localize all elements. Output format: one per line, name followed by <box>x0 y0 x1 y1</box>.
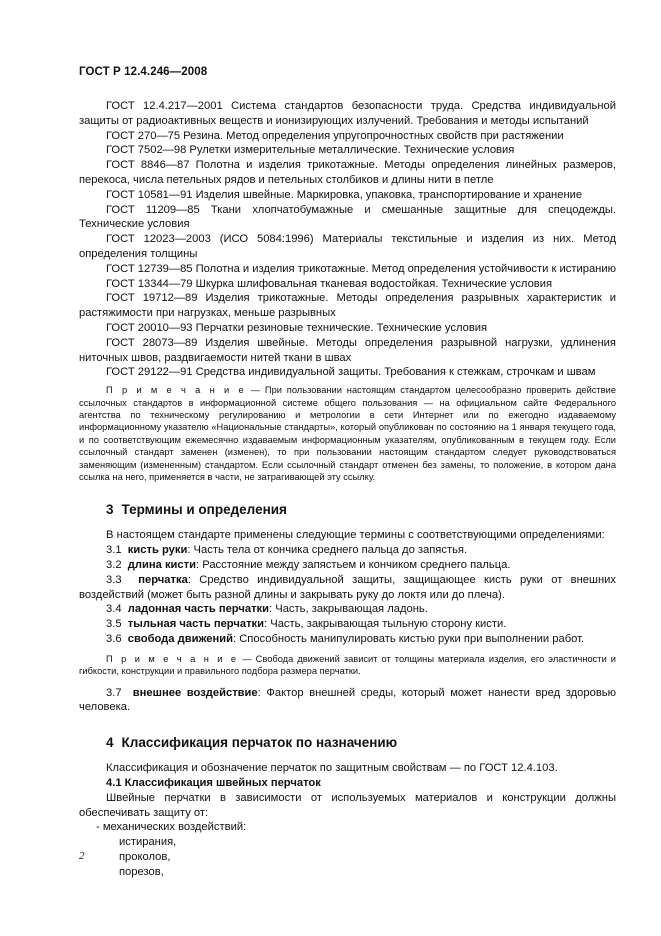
section-title: Классификация перчаток по назначению <box>121 735 398 751</box>
term-item <box>79 543 616 558</box>
reference-item: ГОСТ 20010—93 Перчатки резиновые технические. Технические условия <box>106 321 488 334</box>
section-title: Термины и определения <box>121 502 287 518</box>
reference-item: ГОСТ 10581—91 Изделия швейные. Маркировка, упаковка, транспортирование и хранение <box>106 188 583 201</box>
term-name: кисть руки <box>127 544 188 557</box>
section-number: 3 <box>106 502 114 518</box>
section-number: 4 <box>106 735 114 751</box>
term-item <box>79 617 616 632</box>
bullet-item: - механических воздействий: <box>96 821 247 834</box>
term-number: 3.6 <box>106 632 122 645</box>
reference-item: ГОСТ 8846—87 Полотна и изделия трикотажные. Методы определения линейных размеров, перекоса, числа петельных рядов и петельных столбиков и длины нити в петле <box>79 159 616 186</box>
term-definition: : Часть тела от кончика среднего пальца до запястья. <box>187 544 468 557</box>
note-text: — При пользовании настоящим стандартом целесообразно проверить действие ссылочных стандартов в информационной системе общего пользования — на официальном сайте Федерального агентства по техническому регулированию и метрологии в сети Интернет или по ежегодно издаваемому информационному указателю «Национальные стандарты», который опубликован по состоянию на 1 января текущего года, и по соответствующим ежемесячно издаваемым информационным указателям, опубликованным в текущем году. Если ссылочный стандарт заменен (изменен), то при пользовании настоящим стандартом следует руководствоваться заменяющим (измененным) стандартом. Если ссылочный стандарт отменен без замены, то положение, в котором дана ссылка на него, применяется в части, не затрагивающей эту ссылку. <box>79 385 616 482</box>
section-4-heading <box>106 735 616 750</box>
document-header: ГОСТ Р 12.4.246—2008 <box>79 66 208 78</box>
normative-references-list <box>79 99 616 380</box>
page-content <box>79 99 616 880</box>
term-definition: : Фактор внешней среды, который может нанести вред здоровью человека. <box>79 686 616 714</box>
term-number: 3.7 <box>106 686 122 699</box>
terms-list <box>79 543 616 647</box>
reference-item: ГОСТ 7502—98 Рулетки измерительные металлические. Технические условия <box>106 144 515 157</box>
reference-item: ГОСТ 11209—85 Ткани хлопчатобумажные и смешанные защитные для спецодежды. Технические условия <box>79 203 616 231</box>
note-label: П р и м е ч а н и е <box>106 653 239 664</box>
note-label: П р и м е ч а н и е <box>106 385 246 396</box>
sub-item: проколов, <box>119 850 171 863</box>
term-item <box>79 632 616 647</box>
term-item <box>79 573 616 603</box>
reference-item: ГОСТ 270—75 Резина. Метод определения упругопрочностных свойств при растяжении <box>106 129 564 142</box>
terms-note <box>79 653 616 678</box>
reference-item: ГОСТ 13344—79 Шкурка шлифовальная тканевая водостойкая. Технические условия <box>106 277 553 290</box>
term-definition: : Часть, закрывающая тыльную сторону кисти. <box>264 618 507 631</box>
sub-item: порезов, <box>119 865 164 878</box>
sub-items-list <box>79 835 616 879</box>
term-definition: : Часть, закрывающая ладонь. <box>269 603 428 616</box>
term-name: внешнее воздействие <box>132 686 258 699</box>
term-definition: : Расстояние между запястьем и кончиком среднего пальца. <box>196 558 511 571</box>
reference-item: ГОСТ 19712—89 Изделия трикотажные. Методы определения разрывных характеристик и растяжимости при нагрузках, меньше разрывных <box>79 292 616 320</box>
reference-item: ГОСТ 29122—91 Средства индивидуальной защиты. Требования к стежкам, строчкам и швам <box>106 366 596 379</box>
term-item <box>79 686 616 716</box>
subsection-4-1-heading: 4.1 Классификация швейных перчаток <box>106 776 321 789</box>
term-name: длина кисти <box>127 558 197 571</box>
note-text: — Свобода движений зависит от толщины материала изделия, его эластичности и гибкости, конструкции и правильного подбора размера перчатки. <box>79 653 616 677</box>
term-number: 3.3 <box>106 573 122 586</box>
term-item <box>79 602 616 617</box>
section-4-intro: Классификация и обозначение перчаток по защитным свойствам — по ГОСТ 12.4.103. <box>106 762 558 775</box>
reference-item: ГОСТ 28073—89 Изделия швейные. Методы определения разрывной нагрузки, удлинения ниточных швов, раздвигаемости нитей ткани в швах <box>79 336 616 364</box>
term-number: 3.5 <box>106 618 122 631</box>
term-name: свобода движений <box>127 632 233 645</box>
term-definition: : Способность манипулировать кистью руки при выполнении работ. <box>232 632 585 645</box>
term-name: ладонная часть перчатки <box>127 603 270 616</box>
section-4-text: Швейные перчатки в зависимости от используемых материалов и конструкции должны обеспечивать защиту от: <box>79 791 616 819</box>
term-number: 3.1 <box>106 544 122 557</box>
section-3-heading <box>106 502 616 517</box>
term-definition: : Средство индивидуальной защиты, защищающее кисть руки от внешних воздействий (может быть разной длины и закрывать руку до локтя или до плеча). <box>79 573 616 601</box>
term-name: перчатка <box>138 573 188 586</box>
sub-item: истирания, <box>119 836 177 849</box>
term-name: тыльная часть перчатки <box>127 618 265 631</box>
reference-item: ГОСТ 12023—2003 (ИСО 5084:1996) Материалы текстильные и изделия из них. Метод определения толщины <box>79 233 616 260</box>
references-note <box>79 384 616 483</box>
section-3-intro: В настоящем стандарте применены следующие термины с соответствующими определениями: <box>106 529 605 542</box>
reference-item: ГОСТ 12739—85 Полотна и изделия трикотажные. Метод определения устойчивости к истиранию <box>106 262 616 275</box>
term-number: 3.4 <box>106 603 122 616</box>
term-number: 3.2 <box>106 558 122 571</box>
page-number: 2 <box>79 850 85 862</box>
reference-item: ГОСТ 12.4.217—2001 Система стандартов безопасности труда. Средства индивидуальной защиты от радиоактивных веществ и ионизирующих излучений. Требования и методы испытаний <box>79 100 616 127</box>
term-item <box>79 558 616 573</box>
